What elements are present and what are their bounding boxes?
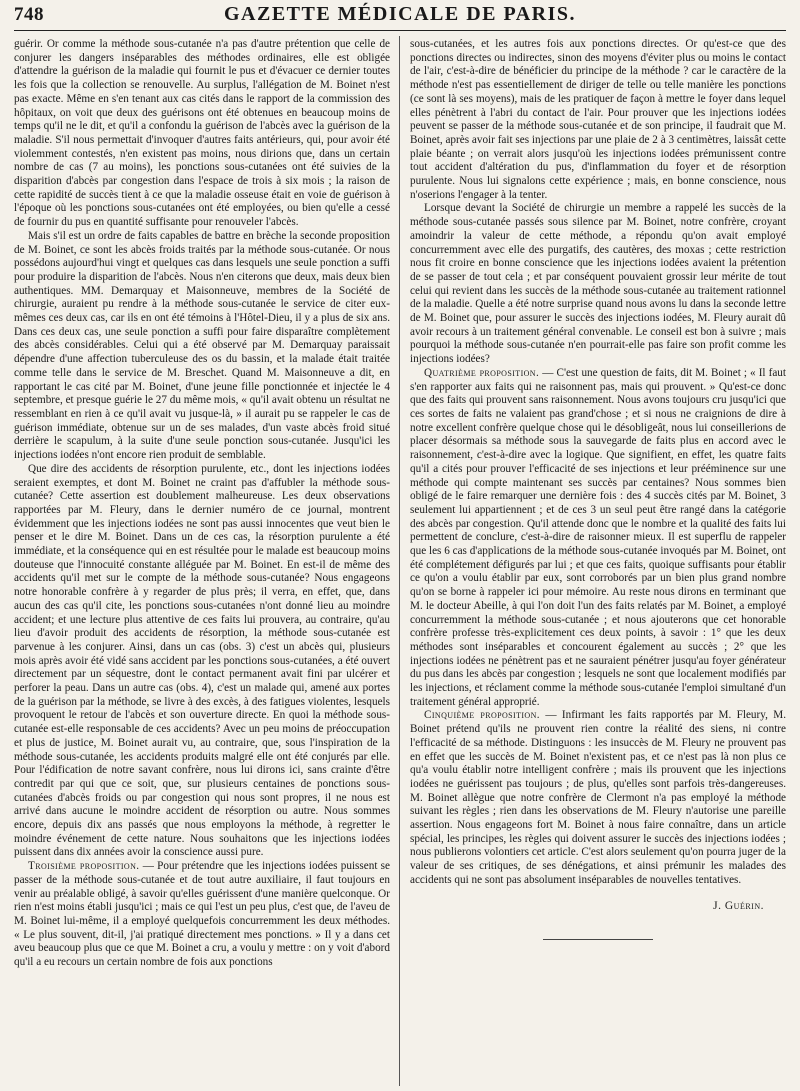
paragraph: Que dire des accidents de résorption purulente, etc., dont les injections iodées seraient exemptes, et dont M. Boinet ne craint pas d'affubler la méthode sous-cutanée? Cette assertion est doublement malheureuse. Les deux observations rapportées par M. Fleury, dans le dernier numéro de ce journal, montrent évidemment que les injections iodées ne sont pas aussi innocentes que veut bien le penser et le dire M. Boinet. Dans un de ces cas, la résorption purulente a été immédiate, et la conséquence qui en est résultée pour le malade est beaucoup moins douteuse que l'innocuité constante alléguée par M. Boinet. En est-il de même des accidents qu'il met sur le compte de la méthode sous-cutanée? Nous engageons notre honorable confrère à y regarder de plus près; il verra, en effet, que, dans aucun des cas qu'il cite, les ponctions sous-cutanées n'ont donné lieu au moindre accident; et une lecture plus attentive de ces faits lui prouvera, au contraire, qu'au lieu d'avoir produit des accidents de résorption, la méthode sous-cutanée est parvenue à les conjurer. Ainsi, dans un cas (obs. 3) c'est un abcès qui, plusieurs mois après avoir été vidé sans accident par les ponctions sous-cutanées, a été ouvert directement par un séquestre, dont le contact permanent avait fini par ulcérer et perforer la peau. Dans un autre cas (obs. 4), c'est un malade qui, amené aux portes de la guérison par la méthode, se livre à des excès, à des fatigues violentes, lesquels provoquent le retour de l'abcès et son ouverture directe. En quoi la méthode sous-cutanée est-elle responsable de ces accidents? Avec un peu moins de préoccupation et plus de justice, M. Boinet aurait vu, au contraire, que, sous l'inspiration de la méthode sous-cutanée, les accidents produits malgré elle ont été conjurés par elle. Pour l'édification de notre savant confrère, nous lui dirons ici, sans crainte d'être contredit par qui que ce soit, que, sur plusieurs centaines de ponctions sous-cutanées d'abcès froids ou par congestion qui nous sont propres, il ne nous est arrivé dans aucune le moindre accident de résorption ou autre. Nous sommes encore, depuis dix ans passés que nous employons la méthode, à regretter le moindre événement de cette nature. Nous souhaitons que les injections iodées puissent dans dix années avoir la conscience aussi pure. xyxy=(14,462,390,859)
proposition-label: Cinquième proposition. xyxy=(424,709,540,722)
end-rule xyxy=(543,939,653,940)
right-column xyxy=(410,38,786,940)
paragraph-third-proposition xyxy=(14,860,390,970)
proposition-label: Troisième proposition. xyxy=(28,860,140,873)
paragraph: guérir. Or comme la méthode sous-cutanée n'a pas d'autre prétention que celle de conjurer les dangers inséparables des méthodes ordinaires, elle est obligée d'attendre la guérison de la maladie qui fournit le pus et d'évacuer ce dernier toutes les fois que la collection se renouvelle. Au surplus, l'allégation de M. Boinet n'est pas exacte. Même en s'en tenant aux cas cités dans le rapport de la commission des hôpitaux, on voit que deux des guérisons ont été obtenues en beaucoup moins de temps qu'il ne le dit, et qu'il a confondu la guérison de l'abcès avec la guérison de la maladie. S'il nous permettait d'invoquer d'autres faits antérieurs, qui, pour avoir été violemment contestés, n'en existent pas moins, nous dirions que, dans un certain nombre de cas (7 au moins), les ponctions sous-cutanées ont été suivies de la disparition d'abcès par congestion dans l'espace de trois à six mois ; la raison de cette rapidité de succès tient à ce que la maladie osseuse était en voie de guérison à l'époque où les ponctions sous-cutanées ont été employées, ou bien qu'elle a cessé de fournir du pus en quantité suffisante pour renouveler l'abcès. xyxy=(14,38,390,229)
paragraph: Mais s'il est un ordre de faits capables de battre en brèche la seconde proposition de M. Boinet, ce sont les abcès froids traités par la méthode sous-cutanée. Or nous possédons aujourd'hui vingt et quelques cas dans lesquels une seule ponction a suffi pour produire la disparition de l'abcès. Nous n'en citerons que deux, mais deux bien authentiques. MM. Demarquay et Maisonneuve, membres de la Société de chirurgie, auraient pu rendre à la méthode sous-cutanée le service de citer eux-mêmes ces deux cas, car ils en ont été témoins à l'Hôtel-Dieu, il y a plus de six ans. Dans ces deux cas, une seule ponction a suffi pour faire disparaître complètement des abcès considérables. Celui qui a été observé par M. Demarquay paraissait dépendre d'une affection tuberculeuse des os du bassin, et la malade était traitée comme telle dans le service de M. Breschet. Quand M. Maisonneuve a dit, en rapportant le cas cité par M. Boinet, d'une jeune fille ponctionnée et injectée le 4 septembre, et presque guérie le 27 du même mois, « qu'il avait obtenu un résultat ne ressemblant en rien à ce qu'il avait vu jusque-là, » il aurait pu se rappeler le cas de guérison immédiate, obtenue sur un de ses malades, d'un vaste abcès froid situé derrière le scapulum, à la suite d'une seule ponction sous-cutanée. Jusqu'ici les injections iodées n'ont encore rien produit de semblable. xyxy=(14,229,390,462)
running-title: GAZETTE MÉDICALE DE PARIS. xyxy=(223,3,577,25)
page-header xyxy=(14,2,786,31)
left-column xyxy=(14,38,390,970)
column-divider xyxy=(399,36,400,1086)
page-number: 748 xyxy=(14,4,44,25)
paragraph-fifth-proposition xyxy=(410,709,786,887)
paragraph: Lorsque devant la Société de chirurgie un membre a rappelé les succès de la méthode sous-cutanée passés sous silence par M. Boinet, notre confrère, croyant amoindrir la valeur de cette méthode, a répondu qu'on avait employé concurremment avec elle des purgatifs, des cautères, des moxas ; cette restriction nous fit croire en bonne conscience que les injections iodées avaient la prétention de se passer de tout cela ; et par conséquent pouvaient grossir leur mérite de tout celui qui revient dans les succès de la méthode sous-cutanée au traitement rationnel de la maladie. Quelle a été notre surprise quand nous avons lu dans la seconde lettre de M. Boinet que, pour assurer le succès des injections iodées, M. Fleury aurait dû avoir recours à un traitement général convenable. Le conseil est bon à suivre ; mais pourquoi la méthode sous-cutanée n'en pourrait-elle pas faire son profit comme les injections iodées? xyxy=(410,202,786,366)
paragraph: sous-cutanées, et les autres fois aux ponctions directes. Or qu'est-ce que des ponctions directes ou indirectes, sinon des moyens d'éviter plus ou moins le contact de l'air, c'est-à-dire de bénéficier du principe de la méthode ? car le caractère de la méthode n'est pas essentiellement de diriger de telle ou telle manière les ponctions (ce sont là ses moyens), mais de les pratiquer de façon à mettre le foyer dans lequel elles pénètrent à l'abri du contact de l'air. Pour prouver que les injections iodées peuvent se passer de la méthode sous-cutanée et de son principe, il faudrait que M. Boinet, après avoir fait ses injections par une plaie de 2 à 3 centimètres, laissât cette plaie béante ; on verrait alors jusqu'où les injections iodées prémunissent contre tout accident d'altération du pus, d'inflammation du foyer et de résorption purulente. Nous lui signalons cette expérience ; mais, en bonne conscience, nous n'oserions l'engager à la tenter. xyxy=(410,38,786,201)
paragraph-text: — Pour prétendre que les injections iodées puissent se passer de la méthode sous-cutanée et de tout autre auxiliaire, il faut toujours en venir au préalable obligé, à savoir qu'elles guérissent d'une manière quelconque. Or rien n'est moins établi jusqu'ici ; mais ce qui l'est un peu plus, c'est que, de l'aveu de M. Boinet lui-même, il a employé quelquefois concurremment les deux méthodes. « Le plus souvent, dit-il, j'ai pratiqué directement mes ponctions. » Il y a dans cet aveu beaucoup plus que ce que M. Boinet a cru, a voulu y mettre : on y voit d'abord qu'il a eu recours un certain nombre de fois aux ponctions xyxy=(14,860,391,969)
paragraph-fourth-proposition xyxy=(410,367,786,710)
author-signature: J. Guérin. xyxy=(713,899,764,912)
paragraph-text: — C'est une question de faits, dit M. Boinet ; « Il faut s'en rapporter aux faits qui ne raisonnent pas, mais qui prouvent. » Qu'est-ce donc que des faits qui prouvent sans raisonnement. Nous avons toujours cru jusqu'ici que ces sortes de faits ne valaient pas grand'chose ; et si nous ne craignions de dire à notre excellent confrère quelque chose qui le désobligeât, nous lui conseillerions de placer désormais sa méthode sous la sauvegarde de faits plus en accord avec le raisonnement, c'est-à-dire avec la logique. Que signifient, en effet, les quatre faits qu'il a cités pour prouver l'efficacité de ses injections et leur prééminence sur une méthode qui compte maintenant ses succès par centaines? Nous sommes bien obligé de le faire remarquer une dernière fois : des 4 succès cités par M. Boinet, 3 seulement lui appartiennent ; et de ces 3 un seul peut être rangé dans la catégorie des abcès par congestion. Qu'il attende donc que le nombre et la qualité des faits lui permettent de conclure, c'est-à-dire de raisonner mieux. Il est superflu de rappeler que les 6 cas d'applications de la méthode sous-cutanée invoqués par M. Boinet, ont été complétement défigurés par lui ; et que ces faits, quoique suffisants pour établir ce qu'on a voulu établir par eux, sont corroborés par un bien plus grand nombre qu'on se borne à rappeler ici pour mémoire. Au reste nous dirons en terminant que M. le docteur Abeille, à qui l'on doit l'un des faits relatés par M. Boinet, a employé concurremment la méthode sous-cutanée ; et nous ajouterons que cet honorable confrère professe très-explicitement ces deux points, à savoir : 1° que les deux méthodes sont inséparables et concourent également au succès ; 2° que les injections iodées ne pénètrent pas et ne sauraient pénétrer jusqu'au foyer générateur du pus dans les abcès par congestion ; lesquels ne sont que localement modifiés par les injections, et réclament comme la méthode sous-cutanée l'emploi simultané d'un traitement général approprié. xyxy=(410,366,786,708)
proposition-label: Quatrième proposition. xyxy=(424,366,540,379)
paragraph-text: — Infirmant les faits rapportés par M. Fleury, M. Boinet prétend qu'ils ne prouvent rien contre la réalité des siens, ni contre l'efficacité de sa méthode. Distinguons : les insuccès de M. Fleury ne prouvent pas en effet que les succès de M. Boinet n'existent pas, et ce n'est pas là non plus ce qu'a voulu établir notre intelligent confrère ; mais ils prouvent que les injections iodées ne guérissent pas toujours ; de plus, qu'elles sont parfois très-dangereuses. M. Boinet allègue que notre confrère de Clermont n'a pas employé la méthode suivant les règles ; rien dans les observations de M. Fleury n'autorise une pareille assertion. Nous engageons fort M. Boinet à nous faire connaître, dans un article spécial, les principes, les règles qui doivent assurer le succès des injections iodées ; nous publierons volontiers cet article. C'est alors seulement qu'on pourra juger de la valeur de ses critiques, de ses dénégations, et ainsi prémunir les malades des accidents qui ne sont pas absolument inséparables de nouvelles tentatives. xyxy=(410,709,786,886)
